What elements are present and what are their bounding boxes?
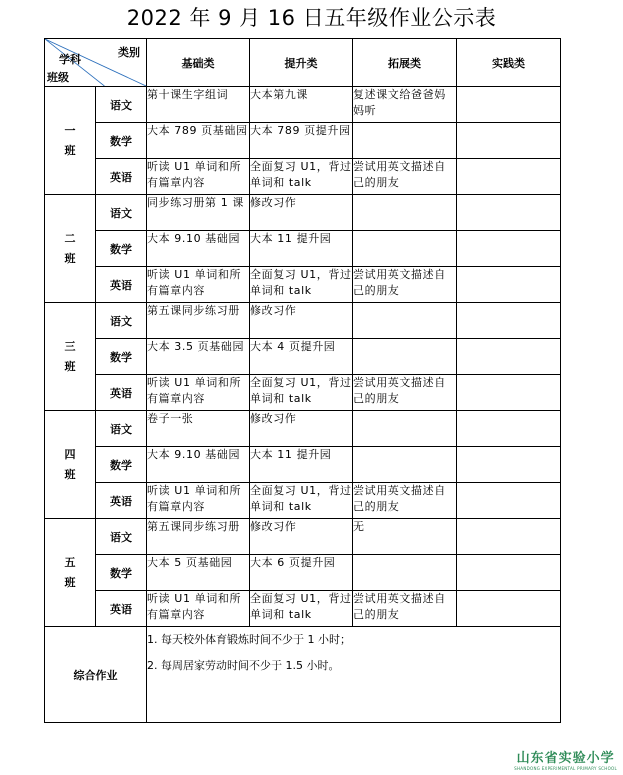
subject-cell: 英语 — [96, 267, 147, 303]
homework-cell — [353, 411, 457, 447]
table-row — [45, 591, 561, 627]
homework-cell — [457, 123, 561, 159]
table-row — [45, 303, 561, 339]
table-row — [45, 447, 561, 483]
table-row — [45, 231, 561, 267]
homework-cell: 听读 U1 单词和所有篇章内容 — [147, 591, 250, 627]
column-header-extend: 拓展类 — [353, 39, 457, 87]
class-name-char: 二 — [64, 231, 76, 245]
subject-cell: 英语 — [96, 159, 147, 195]
header-corner — [45, 39, 147, 87]
homework-cell — [353, 339, 457, 375]
homework-cell — [457, 411, 561, 447]
subject-cell: 语文 — [96, 519, 147, 555]
subject-cell: 数学 — [96, 339, 147, 375]
corner-class-label: 班级 — [47, 71, 69, 84]
class-name-char: 三 — [64, 339, 76, 353]
homework-cell — [353, 555, 457, 591]
homework-cell: 大本 4 页提升园 — [250, 339, 353, 375]
homework-cell: 大本 6 页提升园 — [250, 555, 353, 591]
homework-cell: 大本 9.10 基础园 — [147, 447, 250, 483]
subject-cell: 语文 — [96, 195, 147, 231]
homework-cell: 大本 789 页提升园 — [250, 123, 353, 159]
table-row — [45, 555, 561, 591]
homework-cell: 尝试用英文描述自己的朋友 — [353, 591, 457, 627]
homework-cell: 修改习作 — [250, 411, 353, 447]
class-name-char: 五 — [64, 555, 76, 569]
homework-cell — [353, 447, 457, 483]
header-row — [45, 39, 561, 87]
column-header-practice: 实践类 — [457, 39, 561, 87]
class-name-char: 班 — [64, 251, 76, 265]
class-name-char: 班 — [64, 575, 76, 589]
homework-cell — [353, 123, 457, 159]
homework-cell: 大本第九课 — [250, 87, 353, 123]
homework-cell — [457, 375, 561, 411]
homework-cell: 大本 9.10 基础园 — [147, 231, 250, 267]
logo-en-text: SHANDONG EXPERIMENTAL PRIMARY SCHOOL — [514, 766, 617, 771]
table-row — [45, 159, 561, 195]
comprehensive-items — [147, 627, 561, 723]
table-row — [45, 483, 561, 519]
homework-cell: 卷子一张 — [147, 411, 250, 447]
homework-cell — [353, 195, 457, 231]
class-name-cell — [45, 519, 96, 627]
homework-cell: 尝试用英文描述自己的朋友 — [353, 483, 457, 519]
homework-cell — [457, 159, 561, 195]
homework-cell: 第五课同步练习册 — [147, 303, 250, 339]
corner-subject-label: 学科 — [59, 53, 81, 66]
page-title: 2022 年 9 月 16 日五年级作业公示表 — [126, 6, 497, 30]
table-row — [45, 123, 561, 159]
homework-cell — [457, 195, 561, 231]
table-row — [45, 87, 561, 123]
table-row — [45, 411, 561, 447]
subject-cell: 英语 — [96, 375, 147, 411]
homework-cell — [457, 447, 561, 483]
class-name-char: 四 — [64, 447, 76, 461]
class-name-cell — [45, 303, 96, 411]
homework-cell — [457, 519, 561, 555]
homework-cell: 尝试用英文描述自己的朋友 — [353, 267, 457, 303]
class-name-cell — [45, 195, 96, 303]
subject-cell: 语文 — [96, 87, 147, 123]
homework-cell: 听读 U1 单词和所有篇章内容 — [147, 375, 250, 411]
table-row — [45, 195, 561, 231]
subject-cell: 语文 — [96, 303, 147, 339]
corner-category-label: 类别 — [118, 46, 140, 59]
homework-cell: 无 — [353, 519, 457, 555]
subject-cell: 数学 — [96, 447, 147, 483]
homework-cell: 修改习作 — [250, 519, 353, 555]
homework-cell: 修改习作 — [250, 195, 353, 231]
class-name-char: 班 — [64, 143, 76, 157]
comprehensive-row — [45, 627, 561, 723]
homework-cell — [353, 303, 457, 339]
subject-cell: 数学 — [96, 231, 147, 267]
comprehensive-item: 2. 每周居家劳动时间不少于 1.5 小时。 — [147, 659, 340, 672]
class-name-cell — [45, 411, 96, 519]
subject-cell: 英语 — [96, 591, 147, 627]
homework-cell: 大本 3.5 页基础园 — [147, 339, 250, 375]
class-name-char: 一 — [64, 123, 76, 137]
class-name-char: 班 — [64, 359, 76, 373]
homework-cell: 大本 11 提升园 — [250, 231, 353, 267]
homework-cell: 复述课文给爸爸妈妈听 — [353, 87, 457, 123]
comprehensive-label: 综合作业 — [45, 627, 147, 723]
homework-cell: 全面复习 U1，背过单词和 talk — [250, 591, 353, 627]
subject-cell: 语文 — [96, 411, 147, 447]
subject-cell: 数学 — [96, 555, 147, 591]
homework-cell: 第五课同步练习册 — [147, 519, 250, 555]
homework-cell: 大本 5 页基础园 — [147, 555, 250, 591]
homework-cell: 全面复习 U1，背过单词和 talk — [250, 483, 353, 519]
table-row — [45, 339, 561, 375]
homework-cell — [457, 591, 561, 627]
homework-cell: 同步练习册第 1 课 — [147, 195, 250, 231]
homework-cell: 听读 U1 单词和所有篇章内容 — [147, 159, 250, 195]
homework-cell: 全面复习 U1，背过单词和 talk — [250, 267, 353, 303]
column-header-improve: 提升类 — [250, 39, 353, 87]
homework-cell: 听读 U1 单词和所有篇章内容 — [147, 483, 250, 519]
table-row — [45, 375, 561, 411]
table-row — [45, 267, 561, 303]
homework-cell: 全面复习 U1，背过单词和 talk — [250, 375, 353, 411]
column-header-basic: 基础类 — [147, 39, 250, 87]
homework-cell: 大本 11 提升园 — [250, 447, 353, 483]
subject-cell: 数学 — [96, 123, 147, 159]
logo-cn-text: 山东省实验小学 — [516, 751, 615, 766]
homework-cell — [457, 339, 561, 375]
homework-cell: 大本 789 页基础园 — [147, 123, 250, 159]
homework-cell — [353, 231, 457, 267]
homework-cell: 第十课生字组词 — [147, 87, 250, 123]
homework-cell — [457, 555, 561, 591]
comprehensive-item: 1. 每天校外体育锻炼时间不少于 1 小时； — [147, 633, 351, 646]
homework-cell — [457, 483, 561, 519]
homework-cell: 修改习作 — [250, 303, 353, 339]
table-row — [45, 519, 561, 555]
homework-cell: 听读 U1 单词和所有篇章内容 — [147, 267, 250, 303]
school-logo — [514, 747, 617, 771]
homework-cell: 全面复习 U1，背过单词和 talk — [250, 159, 353, 195]
homework-cell — [457, 267, 561, 303]
homework-cell — [457, 303, 561, 339]
homework-table — [44, 38, 561, 723]
homework-cell — [457, 87, 561, 123]
class-name-cell — [45, 87, 96, 195]
homework-cell: 尝试用英文描述自己的朋友 — [353, 159, 457, 195]
subject-cell: 英语 — [96, 483, 147, 519]
class-name-char: 班 — [64, 467, 76, 481]
homework-cell — [457, 231, 561, 267]
homework-cell: 尝试用英文描述自己的朋友 — [353, 375, 457, 411]
